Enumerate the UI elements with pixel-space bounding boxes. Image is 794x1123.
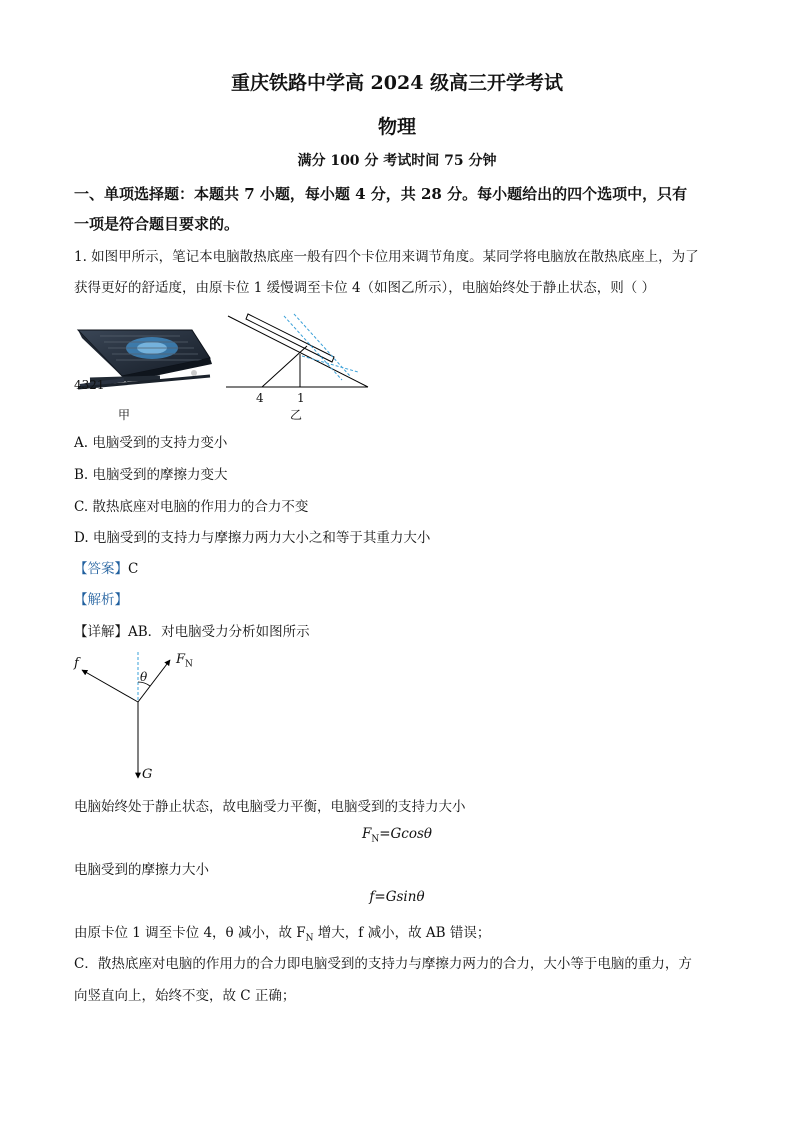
force-diagram-svg bbox=[70, 646, 190, 786]
detail-intro: AB．对电脑受力分析如图所示 bbox=[128, 624, 310, 640]
subject-title: 物理 bbox=[377, 116, 416, 138]
detail-line bbox=[74, 620, 310, 640]
conclusion-line: 由原卡位 1 调至卡位 4，θ 减小，故 $F_N$ 增大，f 减小，故 AB 错误； bbox=[74, 925, 491, 944]
option-b: B. 电脑受到的摩擦力变大 bbox=[74, 467, 228, 483]
theta-label: θ bbox=[140, 670, 148, 684]
question-stem-line2: 获得更好的舒适度，由原卡位 1 缓慢调至卡位 4（如图乙所示），电脑始终处于静止状态，则（ ） bbox=[74, 280, 656, 296]
option-c-explanation-line1: C．散热底座对电脑的作用力的合力即电脑受到的支持力与摩擦力两力的合力，大小等于电脑的重力，方 bbox=[74, 956, 692, 972]
force-diagram bbox=[70, 646, 190, 786]
answer-value: C bbox=[128, 561, 139, 577]
support-force-label: $F_N$ bbox=[176, 652, 193, 670]
friction-label: f bbox=[74, 656, 79, 671]
figure-yi-caption: 乙 bbox=[290, 408, 303, 422]
section-heading-line2: 一项是符合题目要求的。 bbox=[74, 215, 240, 233]
figure-yi bbox=[222, 310, 372, 392]
exam-title: 重庆铁路中学高 2024 级高三开学考试 bbox=[230, 72, 564, 94]
equation-support-force: $F_N=Gcos\theta$ bbox=[361, 826, 433, 845]
cooling-stand-image bbox=[70, 318, 220, 423]
section-heading-line1: 一、单项选择题：本题共 7 小题，每小题 4 分，共 28 分。每小题给出的四个选项中，只有 bbox=[74, 185, 688, 203]
position-1-label: 1 bbox=[297, 391, 305, 405]
answer-line bbox=[74, 557, 138, 577]
equilibrium-line: 电脑始终处于静止状态，故电脑受力平衡，电脑受到的支持力大小 bbox=[74, 799, 466, 815]
equation-friction: f=Gsinθ bbox=[369, 889, 425, 905]
stand-positions-label: 4321 bbox=[74, 378, 105, 392]
analysis-tag: 【解析】 bbox=[74, 592, 128, 608]
gravity-label: G bbox=[142, 767, 153, 782]
question-stem-line1: 1. 如图甲所示，笔记本电脑散热底座一般有四个卡位用来调节角度。某同学将电脑放在散热底座上，为了 bbox=[74, 249, 699, 265]
friction-line: 电脑受到的摩擦力大小 bbox=[74, 862, 209, 878]
option-c-explanation-line2: 向竖直向上，始终不变，故 C 正确； bbox=[74, 988, 296, 1004]
answer-tag: 【答案】 bbox=[74, 561, 128, 577]
friction-force-arrow bbox=[82, 670, 138, 702]
option-c: C. 散热底座对电脑的作用力的合力不变 bbox=[74, 499, 309, 515]
detail-tag: 【详解】 bbox=[74, 624, 128, 640]
analysis-line bbox=[74, 588, 128, 608]
option-d: D. 电脑受到的支持力与摩擦力两力大小之和等于其重力大小 bbox=[74, 530, 431, 546]
option-a: A. 电脑受到的支持力变小 bbox=[74, 435, 228, 451]
figure-jia bbox=[70, 318, 220, 423]
position-4-label: 4 bbox=[256, 391, 264, 405]
exam-meta: 满分 100 分 考试时间 75 分钟 bbox=[297, 153, 497, 169]
figure-jia-caption: 甲 bbox=[118, 408, 131, 422]
incline-diagram bbox=[222, 310, 372, 392]
